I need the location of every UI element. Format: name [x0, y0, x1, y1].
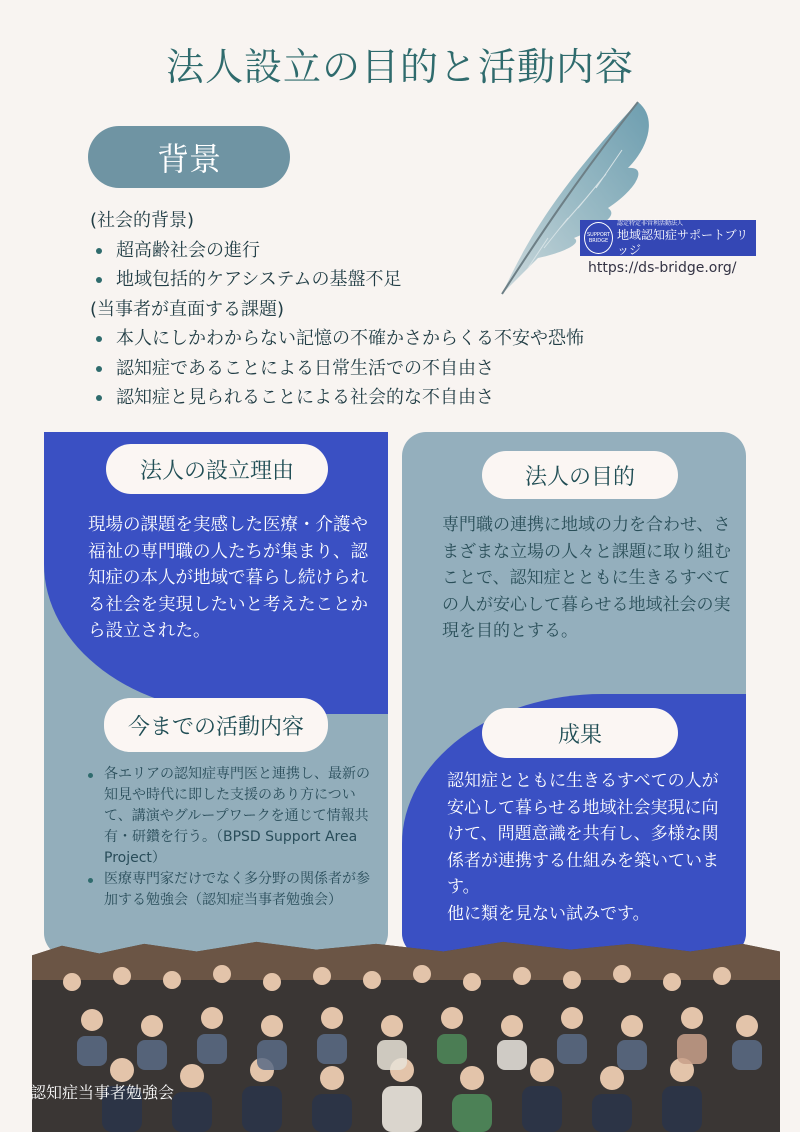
bridge-icon: SUPPORT BRIDGE	[584, 222, 613, 254]
background-heading: 背景	[88, 126, 290, 188]
website-url[interactable]: https://ds-bridge.org/	[588, 260, 737, 276]
group-photo-image	[32, 940, 780, 1132]
social-background-label: (社会的背景)	[90, 210, 195, 231]
reason-heading: 法人の設立理由	[106, 444, 328, 494]
group-photo	[32, 940, 780, 1132]
result-heading: 成果	[482, 708, 678, 758]
result-body: 認知症とともに生きるすべての人が安心して暮らせる地域社会実現に向けて、問題意識を共有し、多様な関係者が連携する仕組みを築いています。	[447, 771, 719, 897]
activities-heading: 今までの活動内容	[104, 698, 328, 752]
reason-text: 現場の課題を実感した医療・介護や福祉の専門職の人たちが集まり、認知症の本人が地域で暮らし続けられる社会を実現したいと考えたことから設立された。	[88, 515, 368, 641]
page-title: 法人設立の目的と活動内容	[165, 45, 634, 89]
list-item: 超高齢社会の進行	[116, 236, 650, 266]
list-item: 医療専門家だけでなく多分野の関係者が参加する勉強会（認知症当事者勉強会）	[104, 869, 382, 911]
list-item: 地域包括的ケアシステムの基盤不足	[116, 265, 650, 295]
result-note: 他に類を見ない試みです。	[447, 903, 650, 924]
list-item: 認知症であることによる日常生活での不自由さ	[116, 354, 650, 384]
list-item: 認知症と見られることによる社会的な不自由さ	[116, 383, 650, 413]
purpose-text: 専門職の連携に地域の力を合わせ、さまざまな立場の人々と課題に取り組むことで、認知症とともに生きるすべての人が安心して暮らせる地域社会の実現を目的とする。	[442, 515, 731, 641]
activities-list	[82, 764, 382, 911]
logo-name: 地域認知症サポートブリッジ	[616, 227, 749, 257]
background-list	[90, 206, 650, 413]
photo-caption: 認知症当事者勉強会	[30, 1083, 175, 1102]
purpose-heading: 法人の目的	[482, 451, 678, 499]
issues-label: (当事者が直面する課題)	[90, 298, 285, 320]
logo-subtitle: 認定特定非営利活動法人	[616, 219, 683, 227]
result-text	[447, 768, 727, 927]
list-item: 各エリアの認知症専門医と連携し、最新の知見や時代に即した支援のあり方について、講演やグループワークを通じて情報共有・研鑽を行う。（BPSD Support Area Project）	[104, 764, 382, 869]
list-item: 本人にしかわからない記憶の不確かさからくる不安や恐怖	[116, 324, 650, 354]
